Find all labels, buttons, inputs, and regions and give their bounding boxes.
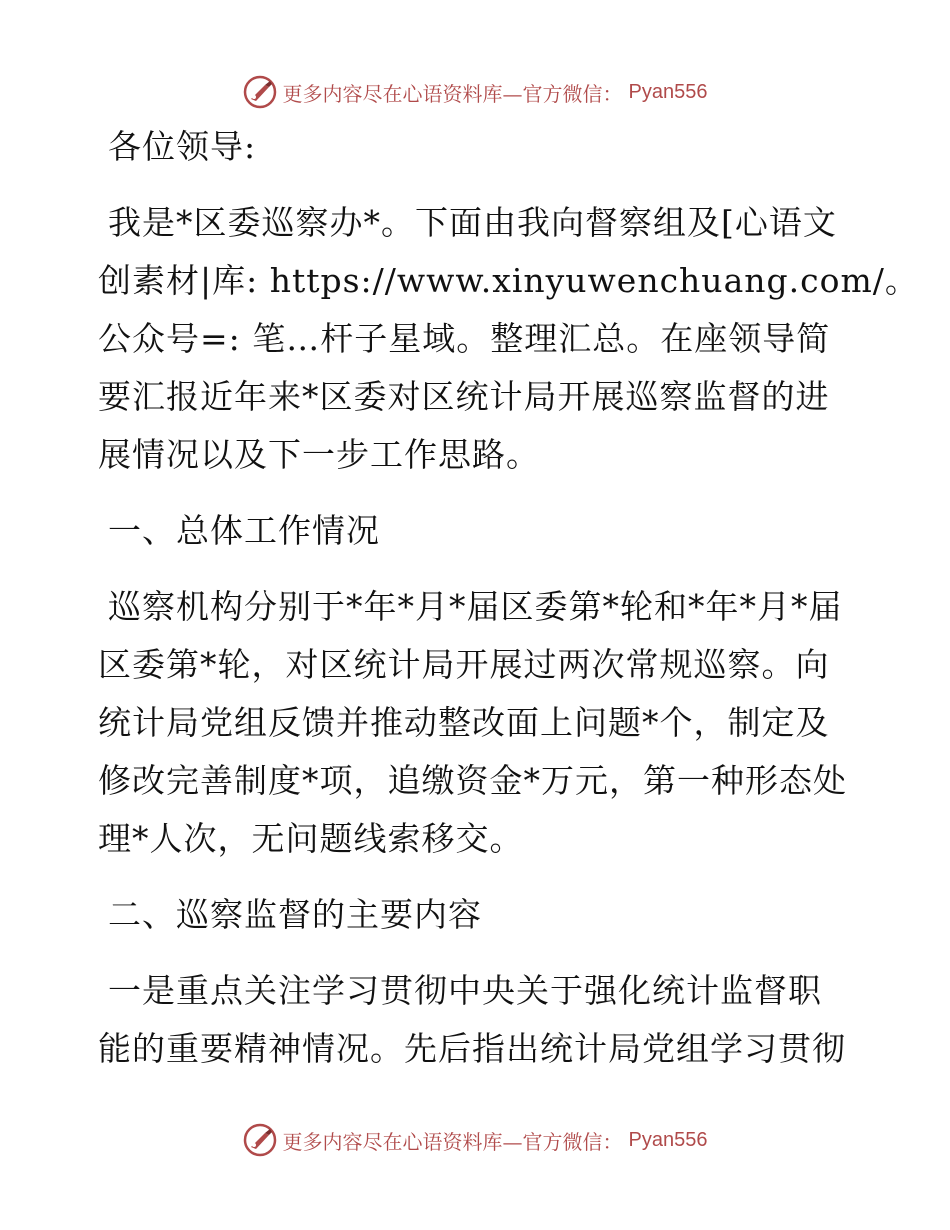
document-body — [98, 118, 919, 1096]
watermark-text: 更多内容尽在心语资料库—官方微信： — [282, 1129, 623, 1154]
watermark-text: 更多内容尽在心语资料库—官方微信： — [282, 81, 623, 106]
pen-logo-icon — [243, 75, 277, 109]
paragraph-line: 要汇报近年来*区委对区统计局开展巡察监督的进 — [98, 377, 830, 416]
footer-watermark — [0, 1120, 950, 1160]
paragraph-line: 修改完善制度*项，追缴资金*万元，第一种形态处 — [98, 761, 847, 800]
paragraph-line: 创素材|库: https://www.xinyuwenchuang.com/。 — [98, 261, 919, 300]
paragraph-line: 巡察机构分别于*年*月*届区委第*轮和*年*月*届 — [108, 587, 843, 626]
section1-paragraph — [98, 578, 858, 868]
header-watermark — [0, 72, 950, 112]
paragraph-line: 一是重点关注学习贯彻中央关于强化统计监督职 — [108, 971, 822, 1010]
intro-paragraph — [98, 194, 919, 484]
paragraph-line: 我是*区委巡察办*。下面由我向督察组及[心语文 — [108, 203, 837, 242]
paragraph-line: 公众号=: 笔…杆子星域。整理汇总。在座领导简 — [98, 319, 831, 358]
watermark-wechat-id: Pyan556 — [628, 80, 708, 103]
section-heading-2: 二、巡察监督的主要内容 — [108, 895, 482, 934]
paragraph-line: 展情况以及下一步工作思路。 — [98, 435, 540, 474]
paragraph-line: 区委第*轮，对区统计局开展过两次常规巡察。向 — [98, 645, 830, 684]
watermark-wechat-id: Pyan556 — [628, 1128, 708, 1151]
section-heading-1: 一、总体工作情况 — [108, 511, 380, 550]
pen-logo-icon — [243, 1123, 277, 1157]
section2-paragraph — [98, 962, 858, 1078]
greeting: 各位领导: — [108, 127, 257, 166]
paragraph-line: 统计局党组反馈并推动整改面上问题*个，制定及 — [98, 703, 830, 742]
paragraph-line: 能的重要精神情况。先后指出统计局党组学习贯彻 — [98, 1029, 846, 1068]
paragraph-line: 理*人次，无问题线索移交。 — [98, 819, 524, 858]
